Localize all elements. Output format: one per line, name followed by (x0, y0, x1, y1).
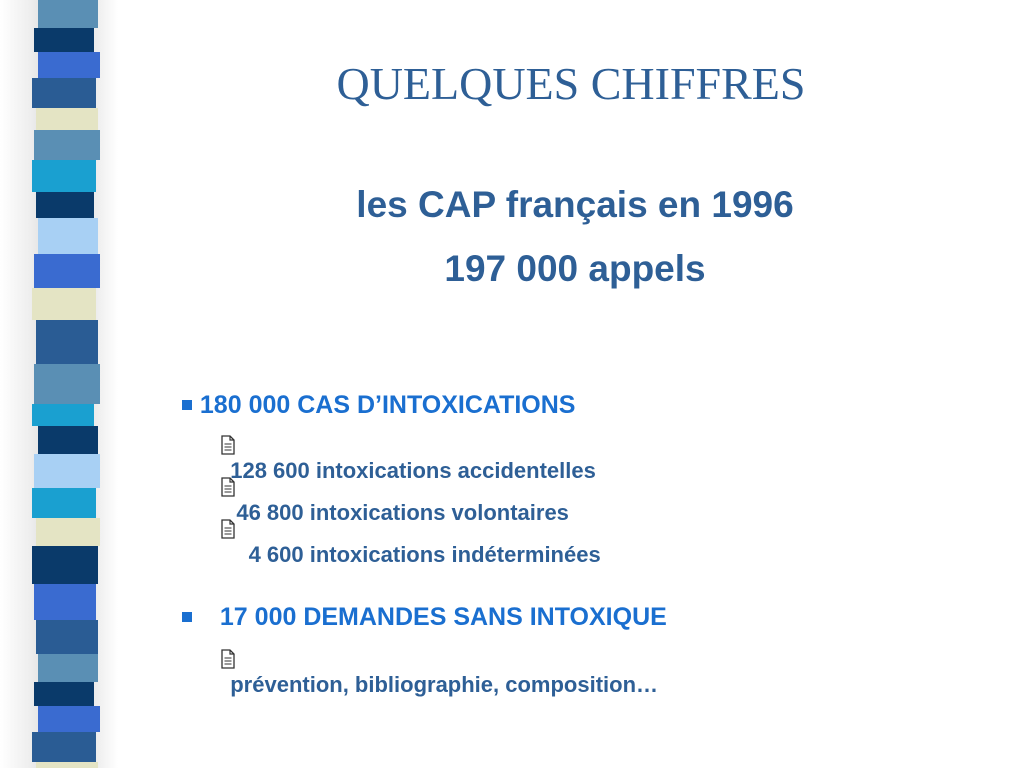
decorative-stripe (36, 518, 100, 546)
decorative-stripe (36, 108, 98, 130)
decorative-stripe (32, 288, 96, 320)
list-item: prévention, bibliographie, composition… (208, 620, 658, 698)
decorative-stripe (36, 320, 98, 364)
section-heading-demandes: 17 000 DEMANDES SANS INTOXIQUE (168, 572, 667, 632)
stripe-column (30, 0, 102, 768)
decorative-stripe (32, 160, 96, 192)
list-item: 4 600 intoxications indéterminées (208, 490, 601, 568)
decorative-stripe (34, 130, 100, 160)
square-bullet-icon (182, 612, 192, 622)
decorative-stripe (36, 762, 98, 768)
section-heading-intoxications: 180 000 CAS D’INTOXICATIONS (168, 360, 575, 420)
document-icon (220, 649, 236, 669)
decorative-stripe (38, 426, 98, 454)
decorative-stripe (36, 620, 98, 654)
decorative-stripe (38, 52, 100, 78)
decorative-stripe (34, 364, 100, 404)
decorative-stripe (38, 706, 100, 732)
decorative-stripe (38, 218, 98, 254)
decorative-stripe (34, 584, 96, 620)
decorative-stripe (36, 192, 94, 218)
decorative-stripe (38, 654, 98, 682)
document-icon (220, 519, 236, 539)
subtitle-line-1: les CAP français en 1996 (356, 184, 794, 225)
decorative-stripe (38, 0, 98, 28)
decorative-stripe (34, 254, 100, 288)
decorative-stripe (34, 682, 94, 706)
decorative-stripe (34, 454, 100, 488)
decorative-stripe (32, 78, 96, 108)
slide-title: QUELQUES CHIFFRES (336, 58, 806, 109)
subtitle-line-2: 197 000 appels (444, 248, 706, 289)
decorative-stripe (32, 404, 94, 426)
decorative-stripe (34, 28, 94, 52)
decorative-stripe (32, 546, 98, 584)
decorative-side-bar (0, 0, 118, 768)
decorative-stripe (32, 732, 96, 762)
decorative-stripe (32, 488, 96, 518)
list-item: 46 800 intoxications volontaires (208, 448, 569, 526)
square-bullet-icon (182, 400, 192, 410)
list-item: 128 600 intoxications accidentelles (208, 406, 596, 484)
